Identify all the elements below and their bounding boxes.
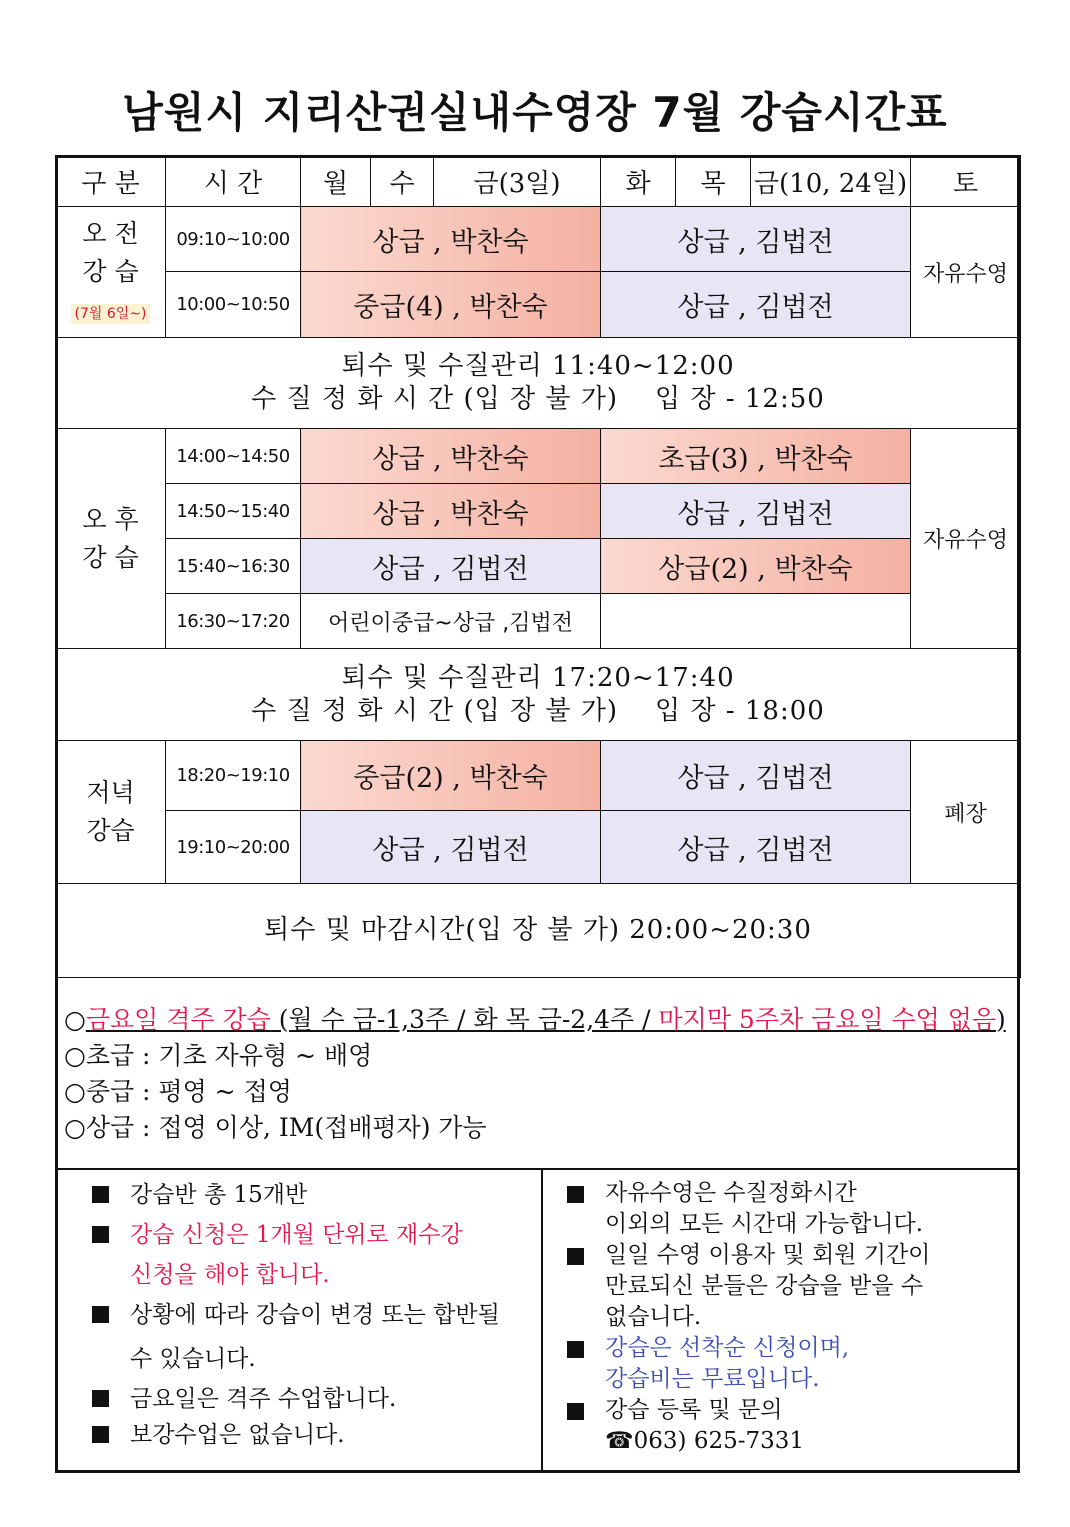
list-item: 상황에 따라 강습이 변경 또는 합반될 수 있습니다. [92, 1298, 532, 1376]
header-tue: 화 [601, 156, 676, 207]
info-box-right [567, 1178, 1012, 1457]
page-title: 남원시 지리산권실내수영장 7월 강습시간표 [122, 88, 948, 137]
time-cell: 10:00~10:50 [166, 272, 301, 338]
phone-number: ☎063) 625-7331 [605, 1428, 805, 1454]
list-item: 강습은 선착순 신청이며, 강습비는 무료입니다. [567, 1333, 1012, 1395]
header-fri-1: 금(3일) [434, 156, 601, 207]
class-cell-mwf: 상급 , 김법전 [301, 539, 601, 594]
square-bullet-icon [567, 1403, 584, 1420]
class-cell-mwf: 상급 , 박찬숙 [301, 429, 601, 484]
square-bullet-icon [567, 1248, 584, 1265]
header-sat: 토 [911, 156, 1021, 207]
morning-label: 오 전 강 습 (7월 6일~) [56, 207, 166, 338]
intermediate-note: ○중급 : 평영 ~ 접영 [64, 1077, 292, 1106]
class-cell-mwf: 어린이중급~상급 ,김법전 [301, 594, 601, 649]
square-bullet-icon [567, 1341, 584, 1358]
info-divider-vertical [541, 1168, 543, 1473]
info-box-left [92, 1178, 532, 1454]
closing-notice: 퇴수 및 마감시간(입 장 불 가) 20:00~20:30 [56, 884, 1021, 978]
class-cell-mwf: 상급 , 박찬숙 [301, 207, 601, 272]
class-cell-ttf: 상급 , 김법전 [601, 741, 911, 811]
header-mon: 월 [301, 156, 371, 207]
square-bullet-icon [92, 1186, 109, 1203]
header-thu: 목 [676, 156, 751, 207]
class-cell-ttf: 초급(3) , 박찬숙 [601, 429, 911, 484]
header-wed: 수 [371, 156, 434, 207]
square-bullet-icon [92, 1306, 109, 1323]
biweekly-note: ○금요일 격주 강습 (월 수 금-1,3주 / 화 목 금-2,4주 / 마지막 5주차 금요일 수업 없음) [64, 1005, 1006, 1034]
time-cell: 09:10~10:00 [166, 207, 301, 272]
time-cell: 15:40~16:30 [166, 539, 301, 594]
water-treatment-notice: 퇴수 및 수질관리 17:20~17:40 수 질 정 화 시 간 (입 장 불 가) 입 장 - 18:00 [56, 649, 1021, 741]
class-cell-ttf: 상급 , 김법전 [601, 272, 911, 338]
list-item: 강습반 총 15개반 [92, 1178, 532, 1212]
square-bullet-icon [92, 1390, 109, 1407]
time-cell: 18:20~19:10 [166, 741, 301, 811]
square-bullet-icon [92, 1426, 109, 1443]
square-bullet-icon [92, 1226, 109, 1243]
level-notes [64, 1002, 1014, 1146]
class-cell-mwf: 중급(2) , 박찬숙 [301, 741, 601, 811]
list-item: 강습 신청은 1개월 단위로 재수강 신청을 해야 합니다. [92, 1218, 532, 1292]
time-cell: 19:10~20:00 [166, 811, 301, 884]
header-group: 구 분 [56, 156, 166, 207]
evening-label: 저녁 강습 [56, 741, 166, 884]
list-item: 일일 수영 이용자 및 회원 기간이 만료되신 분들은 강습을 받을 수 없습니다. [567, 1240, 1012, 1333]
list-item: 강습 등록 및 문의 ☎063) 625-7331 [567, 1395, 1012, 1457]
square-bullet-icon [567, 1186, 584, 1203]
class-cell-ttf: 상급(2) , 박찬숙 [601, 539, 911, 594]
header-fri-2: 금(10, 24일) [751, 156, 911, 207]
class-cell-mwf: 상급 , 박찬숙 [301, 484, 601, 539]
header-time: 시 간 [166, 156, 301, 207]
class-cell-mwf: 중급(4) , 박찬숙 [301, 272, 601, 338]
list-item: 자유수영은 수질정화시간 이외의 모든 시간대 가능합니다. [567, 1178, 1012, 1240]
sat-cell: 자유수영 [911, 207, 1021, 338]
water-treatment-notice: 퇴수 및 수질관리 11:40~12:00 수 질 정 화 시 간 (입 장 불 가) 입 장 - 12:50 [56, 338, 1021, 429]
advanced-note: ○상급 : 접영 이상, IM(접배평자) 가능 [64, 1113, 487, 1142]
sat-cell: 폐장 [911, 741, 1021, 884]
morning-start-note: (7월 6일~) [71, 304, 151, 324]
time-cell: 14:50~15:40 [166, 484, 301, 539]
class-cell-mwf: 상급 , 김법전 [301, 811, 601, 884]
time-cell: 14:00~14:50 [166, 429, 301, 484]
list-item: 보강수업은 없습니다. [92, 1418, 532, 1452]
class-cell-ttf: 상급 , 김법전 [601, 811, 911, 884]
afternoon-label: 오 후 강 습 [56, 429, 166, 649]
time-cell: 16:30~17:20 [166, 594, 301, 649]
class-cell-ttf: 상급 , 김법전 [601, 207, 911, 272]
info-divider [55, 1168, 1020, 1170]
beginner-note: ○초급 : 기초 자유형 ~ 배영 [64, 1041, 373, 1070]
sat-cell: 자유수영 [911, 429, 1021, 649]
class-cell-ttf: 상급 , 김법전 [601, 484, 911, 539]
list-item: 금요일은 격주 수업합니다. [92, 1382, 532, 1416]
